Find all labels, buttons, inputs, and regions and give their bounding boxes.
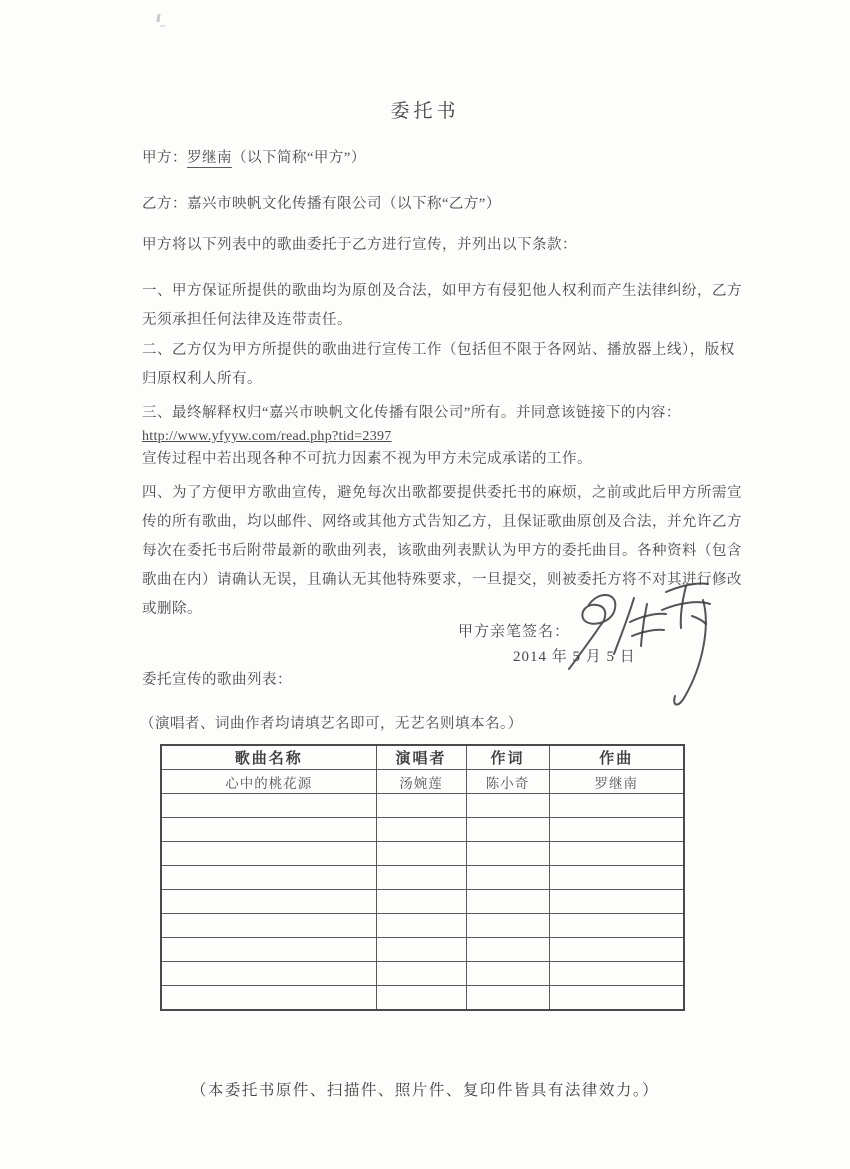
table-row — [161, 794, 684, 818]
cell-song-name — [161, 794, 376, 818]
table-row — [161, 842, 684, 866]
cell-singer — [376, 914, 466, 938]
signature-stroke — [674, 600, 706, 705]
table-row — [161, 914, 684, 938]
clause-3-line-3: 宣传过程中若出现各种不可抗力因素不视为甲方未完成承诺的工作。 — [142, 451, 592, 467]
table-row — [161, 986, 684, 1011]
song-list-title: 委托宣传的歌曲列表： — [142, 672, 292, 688]
signature-stroke — [666, 583, 708, 592]
cell-composer — [549, 938, 684, 962]
clause-3-line-1: 三、最终解释权归“嘉兴市映帆文化传播有限公司”所有。并同意该链接下的内容： — [142, 405, 681, 421]
cell-composer — [549, 914, 684, 938]
cell-lyricist — [466, 914, 549, 938]
cell-song-name — [161, 842, 376, 866]
document-title: 委托书 — [390, 101, 460, 122]
cell-composer — [549, 890, 684, 914]
clause-4-line-2: 传的所有歌曲，均以邮件、网络或其他方式告知乙方，且保证歌曲原创及合法，并允许乙方 — [142, 514, 742, 530]
signature-stroke — [614, 598, 634, 654]
clause-3 — [142, 402, 742, 471]
party-a-suffix: （以下简称“甲方”） — [232, 150, 366, 166]
table-row — [161, 818, 684, 842]
cell-singer — [376, 842, 466, 866]
party-b-label: 乙方： — [142, 196, 187, 212]
signature-stroke — [641, 604, 647, 646]
scan-speck — [160, 25, 165, 27]
signature-stroke — [692, 616, 706, 624]
party-a-line — [142, 146, 366, 167]
cell-lyricist — [466, 842, 549, 866]
cell-lyricist — [466, 890, 549, 914]
clause-1 — [142, 277, 742, 335]
cell-lyricist — [466, 962, 549, 986]
intro-line: 甲方将以下列表中的歌曲委托于乙方进行宣传，并列出以下条款： — [142, 237, 577, 253]
cell-song-name — [161, 818, 376, 842]
clause-2-line-1: 二、乙方仅为甲方所提供的歌曲进行宣传工作（包括但不限于各网站、播放器上线），版权 — [142, 342, 735, 358]
cell-singer — [376, 794, 466, 818]
signature-label: 甲方亲笔签名： — [458, 624, 571, 640]
cell-singer — [376, 938, 466, 962]
clause-2-line-2: 归原权利人所有。 — [142, 371, 262, 387]
cell-composer — [549, 962, 684, 986]
legal-validity-note: （本委托书原件、扫描件、照片件、复印件皆具有法律效力。） — [190, 1082, 660, 1099]
table-row — [161, 938, 684, 962]
cell-song-name — [161, 986, 376, 1011]
signature-stroke — [681, 586, 686, 628]
song-table-header-row — [161, 745, 684, 770]
party-a-label: 甲方： — [142, 150, 187, 166]
cell-composer — [549, 986, 684, 1011]
cell-song-name: 心中的桃花源 — [161, 770, 376, 794]
cell-song-name — [161, 962, 376, 986]
cell-composer — [549, 866, 684, 890]
clause-4-line-3: 每次在委托书后附带最新的歌曲列表，该歌曲列表默认为甲方的委托曲目。各种资料（包含 — [142, 543, 742, 559]
table-row — [161, 890, 684, 914]
party-b-line — [142, 192, 501, 213]
header-lyricist: 作词 — [466, 745, 549, 770]
clause-4-line-4: 歌曲在内）请确认无误，且确认无其他特殊要求，一旦提交，则被委托方将不对其进行修改 — [142, 572, 742, 588]
cell-composer — [549, 818, 684, 842]
song-table — [160, 744, 685, 1011]
cell-lyricist — [466, 818, 549, 842]
party-a-name: 罗继南 — [187, 150, 232, 166]
cell-song-name — [161, 890, 376, 914]
clause-2 — [142, 336, 742, 394]
table-row — [161, 770, 684, 794]
handwritten-signature — [548, 576, 723, 726]
clause-4-line-1: 四、为了方便甲方歌曲宣传，避免每次出歌都要提供委托书的麻烦，之前或此后甲方所需宣 — [142, 485, 742, 501]
clause-3-url: http://www.yfyyw.com/read.php?tid=2397 — [142, 429, 392, 444]
signature-stroke — [662, 602, 710, 610]
song-table-body — [161, 770, 684, 1011]
party-b-text: 嘉兴市映帆文化传播有限公司（以下称“乙方”） — [187, 196, 501, 212]
scan-speck — [156, 14, 160, 22]
header-song-name: 歌曲名称 — [161, 745, 376, 770]
signature-stroke — [632, 630, 664, 636]
cell-song-name — [161, 914, 376, 938]
cell-composer: 罗继南 — [549, 770, 684, 794]
cell-lyricist — [466, 986, 549, 1011]
cell-composer — [549, 794, 684, 818]
cell-singer — [376, 962, 466, 986]
header-composer: 作曲 — [549, 745, 684, 770]
header-singer: 演唱者 — [376, 745, 466, 770]
signature-stroke — [569, 595, 615, 669]
cell-song-name — [161, 938, 376, 962]
cell-singer: 汤婉莲 — [376, 770, 466, 794]
cell-singer — [376, 818, 466, 842]
cell-lyricist — [466, 938, 549, 962]
clause-1-line-1: 一、甲方保证所提供的歌曲均为原创及合法，如甲方有侵犯他人权利而产生法律纠纷，乙方 — [142, 283, 742, 299]
cell-lyricist — [466, 794, 549, 818]
cell-singer — [376, 890, 466, 914]
song-list-note: （演唱者、词曲作者均请填艺名即可，无艺名则填本名。） — [140, 716, 523, 732]
cell-singer — [376, 866, 466, 890]
cell-lyricist: 陈小奇 — [466, 770, 549, 794]
clause-1-line-2: 无须承担任何法律及连带责任。 — [142, 312, 352, 328]
table-row — [161, 962, 684, 986]
cell-singer — [376, 986, 466, 1011]
cell-song-name — [161, 866, 376, 890]
clause-4-line-5: 或删除。 — [142, 601, 202, 617]
signature-stroke — [630, 614, 666, 622]
table-row — [161, 866, 684, 890]
signature-date: 2014 年 5 月 5 日 — [513, 649, 636, 665]
cell-lyricist — [466, 866, 549, 890]
cell-composer — [549, 842, 684, 866]
